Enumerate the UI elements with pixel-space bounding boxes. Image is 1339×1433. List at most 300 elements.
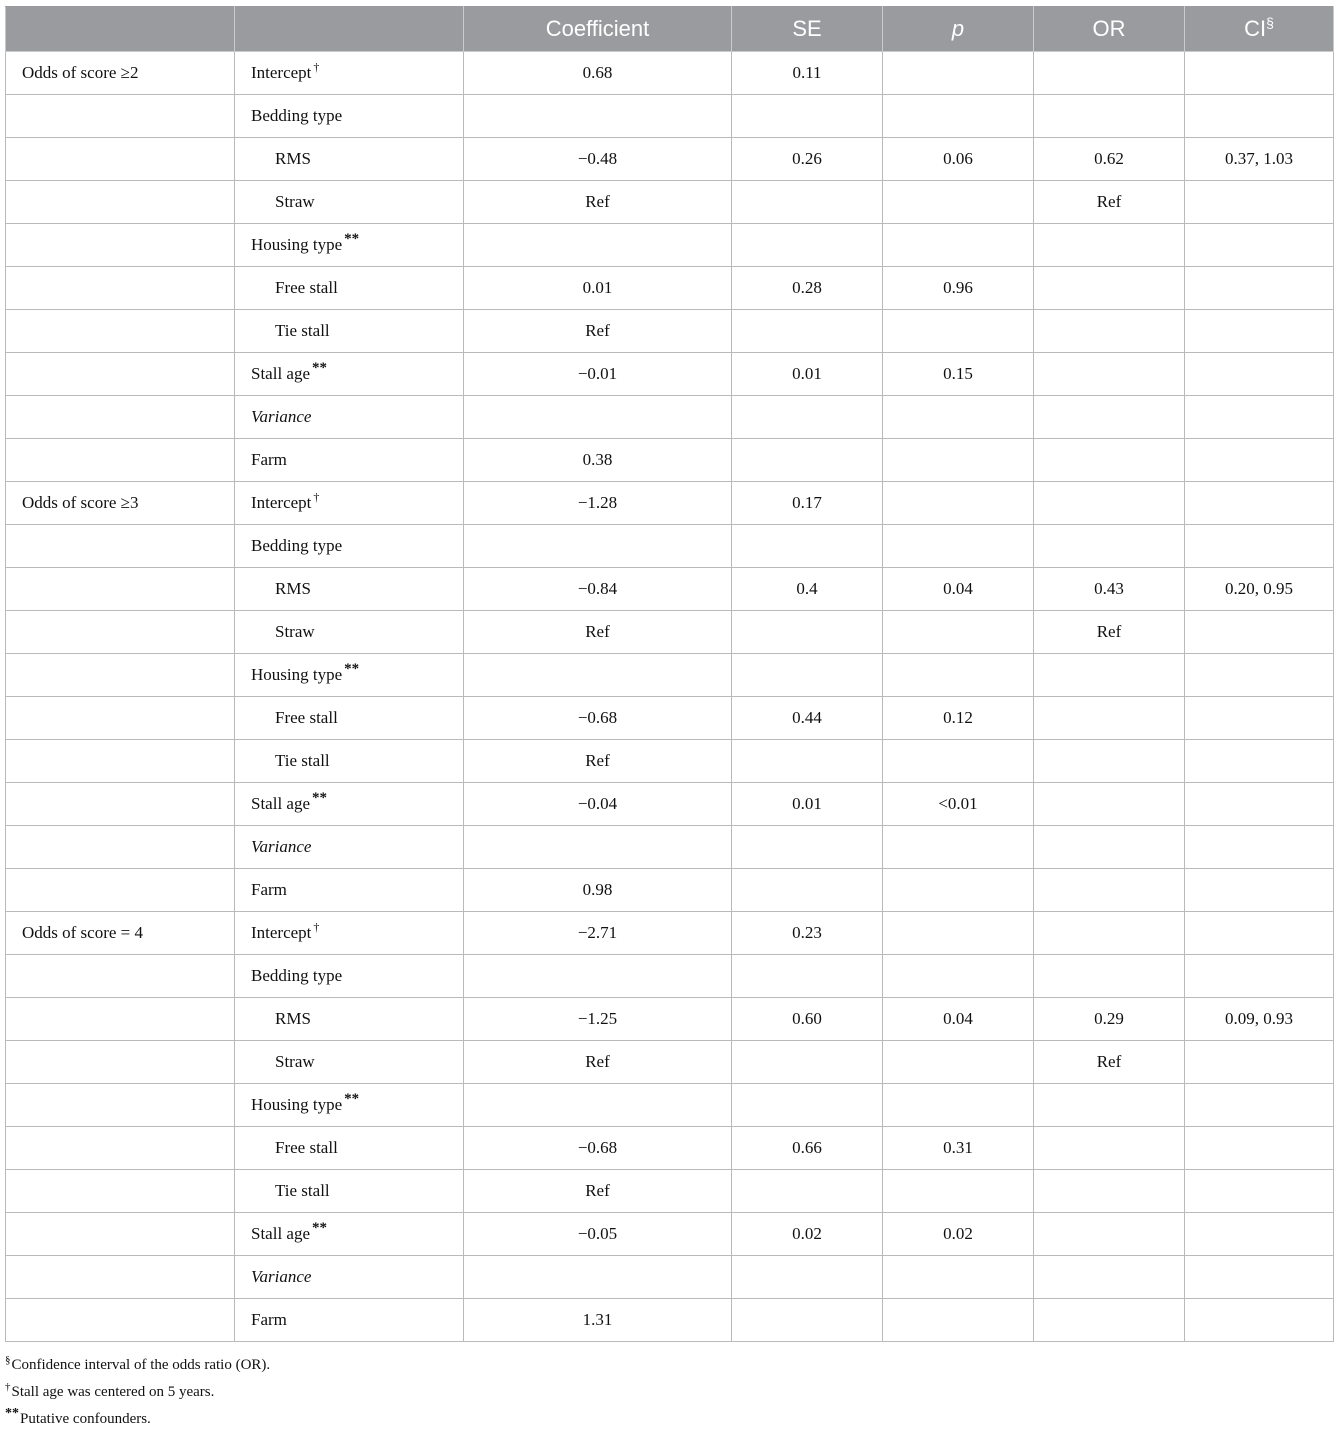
cell-ci [1185, 912, 1334, 955]
table-row [6, 912, 1334, 955]
footnote-text: Confidence interval of the odds ratio (OR). [11, 1357, 271, 1373]
row-label: Free stall [275, 1138, 338, 1157]
cell-p [883, 740, 1034, 783]
cell-coef: 0.38 [464, 439, 732, 482]
cell-coef: −0.01 [464, 353, 732, 396]
cell-coef: 0.68 [464, 52, 732, 95]
row-label: Intercept [251, 923, 312, 942]
cell-or [1034, 439, 1185, 482]
row-label-cell [235, 1127, 464, 1170]
table-row [6, 1041, 1334, 1084]
cell-ci: 0.37, 1.03 [1185, 138, 1334, 181]
row-label: Housing type [251, 1095, 343, 1114]
footnote-mark: ** [344, 231, 360, 248]
group-label-cell [6, 955, 235, 998]
cell-se: 0.01 [732, 353, 883, 396]
footnote-mark: † [313, 60, 320, 75]
row-label: RMS [275, 1009, 311, 1028]
results-table [5, 6, 1334, 1342]
cell-coef: −2.71 [464, 912, 732, 955]
cell-or [1034, 740, 1185, 783]
cell-p [883, 1170, 1034, 1213]
cell-ci [1185, 439, 1334, 482]
footnote-mark: ** [344, 661, 360, 678]
cell-se: 0.44 [732, 697, 883, 740]
cell-ci [1185, 482, 1334, 525]
cell-or [1034, 482, 1185, 525]
cell-p: 0.12 [883, 697, 1034, 740]
table-row [6, 482, 1334, 525]
table-row [6, 697, 1334, 740]
cell-se [732, 826, 883, 869]
cell-se: 0.17 [732, 482, 883, 525]
cell-ci [1185, 95, 1334, 138]
cell-coef: 1.31 [464, 1299, 732, 1342]
cell-coef: Ref [464, 310, 732, 353]
cell-se [732, 1170, 883, 1213]
table-row [6, 568, 1334, 611]
cell-coef: −0.48 [464, 138, 732, 181]
row-label: Free stall [275, 708, 338, 727]
group-label-cell [6, 1041, 235, 1084]
cell-or [1034, 654, 1185, 697]
cell-ci [1185, 783, 1334, 826]
row-label-cell [235, 740, 464, 783]
group-label-cell [6, 998, 235, 1041]
cell-ci [1185, 611, 1334, 654]
cell-p: 0.96 [883, 267, 1034, 310]
group-label-cell [6, 267, 235, 310]
cell-se: 0.26 [732, 138, 883, 181]
group-label-cell [6, 1170, 235, 1213]
footnote-mark: † [313, 920, 320, 935]
cell-p [883, 1299, 1034, 1342]
cell-ci [1185, 525, 1334, 568]
table-row [6, 998, 1334, 1041]
row-label: Straw [275, 192, 315, 211]
row-label-cell [235, 52, 464, 95]
table-row [6, 1256, 1334, 1299]
cell-or [1034, 525, 1185, 568]
row-label-cell [235, 1084, 464, 1127]
cell-p [883, 955, 1034, 998]
row-label-cell [235, 697, 464, 740]
table-row [6, 439, 1334, 482]
cell-se [732, 740, 883, 783]
cell-se: 0.11 [732, 52, 883, 95]
cell-p: 0.31 [883, 1127, 1034, 1170]
header-coefficient: Coefficient [464, 7, 732, 52]
cell-p: 0.06 [883, 138, 1034, 181]
group-label-cell [6, 697, 235, 740]
cell-or [1034, 783, 1185, 826]
row-label-cell [235, 869, 464, 912]
header-variable [235, 7, 464, 52]
row-label: Bedding type [251, 536, 343, 555]
group-label-cell [6, 525, 235, 568]
group-label-cell [6, 826, 235, 869]
cell-se [732, 955, 883, 998]
table-row [6, 869, 1334, 912]
row-label: Bedding type [251, 106, 343, 125]
header-ci [1185, 7, 1334, 52]
cell-or: 0.62 [1034, 138, 1185, 181]
table-header-row [6, 7, 1334, 52]
cell-coef [464, 826, 732, 869]
cell-ci: 0.09, 0.93 [1185, 998, 1334, 1041]
row-label: Farm [251, 880, 287, 899]
cell-p [883, 396, 1034, 439]
cell-ci [1185, 224, 1334, 267]
header-se: SE [732, 7, 883, 52]
group-label-cell [6, 138, 235, 181]
cell-or [1034, 353, 1185, 396]
cell-p [883, 224, 1034, 267]
cell-or [1034, 1299, 1185, 1342]
group-label-cell [6, 568, 235, 611]
cell-coef: Ref [464, 181, 732, 224]
cell-se [732, 654, 883, 697]
cell-se: 0.01 [732, 783, 883, 826]
row-label-cell [235, 1299, 464, 1342]
cell-ci [1185, 697, 1334, 740]
row-label: Bedding type [251, 966, 343, 985]
cell-ci [1185, 1256, 1334, 1299]
cell-se [732, 611, 883, 654]
cell-or [1034, 1170, 1185, 1213]
footnote-mark: ** [312, 790, 328, 807]
row-label: Intercept [251, 493, 312, 512]
group-label-cell: Odds of score ≥2 [6, 52, 235, 95]
row-label: Farm [251, 450, 287, 469]
cell-ci [1185, 1127, 1334, 1170]
cell-se [732, 224, 883, 267]
footnote [5, 1379, 1325, 1406]
header-p: p [883, 7, 1034, 52]
cell-p [883, 525, 1034, 568]
footnote-mark: † [313, 490, 320, 505]
row-label-cell [235, 310, 464, 353]
row-label: Stall age [251, 1224, 311, 1243]
row-label-cell [235, 1213, 464, 1256]
footnotes [5, 1352, 1325, 1433]
cell-ci [1185, 52, 1334, 95]
row-label: Variance [251, 407, 312, 426]
cell-ci [1185, 955, 1334, 998]
cell-ci [1185, 826, 1334, 869]
cell-or [1034, 396, 1185, 439]
cell-or [1034, 1256, 1185, 1299]
cell-se [732, 439, 883, 482]
group-label-cell [6, 353, 235, 396]
cell-coef [464, 654, 732, 697]
cell-coef: 0.01 [464, 267, 732, 310]
cell-ci [1185, 353, 1334, 396]
cell-ci [1185, 267, 1334, 310]
row-label: Housing type [251, 235, 343, 254]
table-row [6, 826, 1334, 869]
cell-se [732, 1084, 883, 1127]
row-label: Housing type [251, 665, 343, 684]
cell-ci [1185, 1041, 1334, 1084]
cell-or [1034, 267, 1185, 310]
cell-ci [1185, 181, 1334, 224]
row-label-cell [235, 955, 464, 998]
table-row [6, 525, 1334, 568]
row-label: Tie stall [275, 751, 330, 770]
group-label-cell: Odds of score = 4 [6, 912, 235, 955]
cell-or [1034, 826, 1185, 869]
cell-p [883, 826, 1034, 869]
cell-p [883, 611, 1034, 654]
cell-p: 0.04 [883, 568, 1034, 611]
row-label: Tie stall [275, 321, 330, 340]
footnote [5, 1406, 1325, 1433]
group-label-cell [6, 95, 235, 138]
cell-coef: −0.04 [464, 783, 732, 826]
table-row [6, 783, 1334, 826]
cell-se: 0.02 [732, 1213, 883, 1256]
cell-ci [1185, 1213, 1334, 1256]
row-label: Intercept [251, 63, 312, 82]
cell-ci: 0.20, 0.95 [1185, 568, 1334, 611]
cell-coef: Ref [464, 1041, 732, 1084]
cell-se [732, 310, 883, 353]
cell-p [883, 310, 1034, 353]
cell-coef [464, 1084, 732, 1127]
cell-se [732, 1041, 883, 1084]
table-row [6, 654, 1334, 697]
cell-se [732, 869, 883, 912]
cell-p [883, 654, 1034, 697]
cell-or: Ref [1034, 1041, 1185, 1084]
table-row [6, 181, 1334, 224]
cell-ci [1185, 740, 1334, 783]
row-label: Variance [251, 837, 312, 856]
footnote-mark: ** [344, 1091, 360, 1108]
row-label-cell [235, 525, 464, 568]
group-label-cell [6, 869, 235, 912]
cell-se: 0.4 [732, 568, 883, 611]
cell-coef: −0.68 [464, 697, 732, 740]
row-label-cell [235, 611, 464, 654]
group-label-cell [6, 1127, 235, 1170]
group-label-cell [6, 654, 235, 697]
cell-coef [464, 224, 732, 267]
table-row [6, 267, 1334, 310]
row-label: Farm [251, 1310, 287, 1329]
cell-p [883, 482, 1034, 525]
table-row [6, 1170, 1334, 1213]
row-label-cell [235, 912, 464, 955]
cell-or [1034, 1213, 1185, 1256]
cell-se: 0.23 [732, 912, 883, 955]
cell-coef [464, 955, 732, 998]
cell-ci [1185, 654, 1334, 697]
cell-or: 0.29 [1034, 998, 1185, 1041]
cell-or [1034, 224, 1185, 267]
header-outcome [6, 7, 235, 52]
table-row [6, 396, 1334, 439]
cell-ci [1185, 396, 1334, 439]
header-or: OR [1034, 7, 1185, 52]
cell-p: 0.15 [883, 353, 1034, 396]
row-label-cell [235, 568, 464, 611]
cell-coef: −1.28 [464, 482, 732, 525]
footnote-mark: ** [312, 360, 328, 377]
cell-p: 0.02 [883, 1213, 1034, 1256]
group-label-cell [6, 439, 235, 482]
row-label-cell [235, 1041, 464, 1084]
cell-coef [464, 95, 732, 138]
row-label-cell [235, 267, 464, 310]
cell-se [732, 1256, 883, 1299]
cell-coef [464, 1256, 732, 1299]
footnote-text: Putative confounders. [20, 1411, 151, 1427]
table-row [6, 740, 1334, 783]
group-label-cell [6, 396, 235, 439]
row-label-cell [235, 353, 464, 396]
cell-p [883, 439, 1034, 482]
row-label: Variance [251, 1267, 312, 1286]
row-label-cell [235, 1256, 464, 1299]
cell-coef: Ref [464, 740, 732, 783]
table-row [6, 611, 1334, 654]
row-label: Straw [275, 1052, 315, 1071]
row-label: Stall age [251, 794, 311, 813]
cell-p [883, 869, 1034, 912]
cell-coef: 0.98 [464, 869, 732, 912]
cell-p [883, 95, 1034, 138]
cell-p: 0.04 [883, 998, 1034, 1041]
row-label: RMS [275, 149, 311, 168]
cell-or: Ref [1034, 611, 1185, 654]
table-row [6, 1299, 1334, 1342]
cell-ci [1185, 869, 1334, 912]
cell-p: <0.01 [883, 783, 1034, 826]
row-label-cell [235, 998, 464, 1041]
row-label-cell [235, 439, 464, 482]
row-label: Stall age [251, 364, 311, 383]
cell-or: Ref [1034, 181, 1185, 224]
group-label-cell [6, 1084, 235, 1127]
cell-ci [1185, 1084, 1334, 1127]
cell-coef: −0.68 [464, 1127, 732, 1170]
table-row [6, 310, 1334, 353]
cell-or: 0.43 [1034, 568, 1185, 611]
cell-se [732, 95, 883, 138]
results-table-container [5, 6, 1333, 1342]
group-label-cell [6, 1256, 235, 1299]
cell-p [883, 912, 1034, 955]
cell-or [1034, 955, 1185, 998]
group-label-cell [6, 611, 235, 654]
table-row [6, 1084, 1334, 1127]
row-label: Tie stall [275, 1181, 330, 1200]
cell-se [732, 1299, 883, 1342]
table-row [6, 353, 1334, 396]
footnote-symbol: § [5, 1354, 11, 1366]
table-row [6, 138, 1334, 181]
cell-se: 0.60 [732, 998, 883, 1041]
cell-se [732, 396, 883, 439]
cell-or [1034, 95, 1185, 138]
row-label-cell [235, 482, 464, 525]
table-body [6, 52, 1334, 1342]
table-row [6, 224, 1334, 267]
cell-p [883, 1256, 1034, 1299]
cell-coef: −0.84 [464, 568, 732, 611]
group-label-cell [6, 310, 235, 353]
row-label-cell [235, 181, 464, 224]
footnote-symbol: ** [5, 1406, 19, 1421]
header-ci-footnote-mark: § [1266, 14, 1274, 31]
row-label: RMS [275, 579, 311, 598]
cell-se [732, 181, 883, 224]
row-label: Straw [275, 622, 315, 641]
cell-or [1034, 1084, 1185, 1127]
cell-se [732, 525, 883, 568]
row-label-cell [235, 95, 464, 138]
cell-or [1034, 697, 1185, 740]
table-row [6, 955, 1334, 998]
table-row [6, 95, 1334, 138]
row-label-cell [235, 396, 464, 439]
cell-coef: −1.25 [464, 998, 732, 1041]
header-ci-label: CI [1244, 16, 1267, 41]
group-label-cell [6, 1213, 235, 1256]
cell-coef: Ref [464, 1170, 732, 1213]
cell-ci [1185, 1170, 1334, 1213]
group-label-cell [6, 783, 235, 826]
footnote [5, 1352, 1325, 1379]
cell-or [1034, 52, 1185, 95]
group-label-cell [6, 1299, 235, 1342]
row-label-cell [235, 783, 464, 826]
group-label-cell [6, 181, 235, 224]
table-row [6, 1213, 1334, 1256]
cell-or [1034, 310, 1185, 353]
cell-ci [1185, 310, 1334, 353]
footnote-mark: ** [312, 1220, 328, 1237]
cell-se: 0.66 [732, 1127, 883, 1170]
group-label-cell: Odds of score ≥3 [6, 482, 235, 525]
cell-se: 0.28 [732, 267, 883, 310]
cell-ci [1185, 1299, 1334, 1342]
cell-p [883, 52, 1034, 95]
row-label-cell [235, 138, 464, 181]
cell-or [1034, 1127, 1185, 1170]
cell-or [1034, 912, 1185, 955]
footnote-text: Stall age was centered on 5 years. [11, 1384, 215, 1400]
row-label-cell [235, 826, 464, 869]
table-row [6, 1127, 1334, 1170]
cell-coef [464, 525, 732, 568]
group-label-cell [6, 740, 235, 783]
row-label-cell [235, 1170, 464, 1213]
footnote-symbol: † [5, 1381, 11, 1393]
table-row [6, 52, 1334, 95]
cell-coef: Ref [464, 611, 732, 654]
cell-coef: −0.05 [464, 1213, 732, 1256]
cell-coef [464, 396, 732, 439]
cell-p [883, 181, 1034, 224]
row-label: Free stall [275, 278, 338, 297]
cell-or [1034, 869, 1185, 912]
cell-p [883, 1084, 1034, 1127]
row-label-cell [235, 224, 464, 267]
cell-p [883, 1041, 1034, 1084]
